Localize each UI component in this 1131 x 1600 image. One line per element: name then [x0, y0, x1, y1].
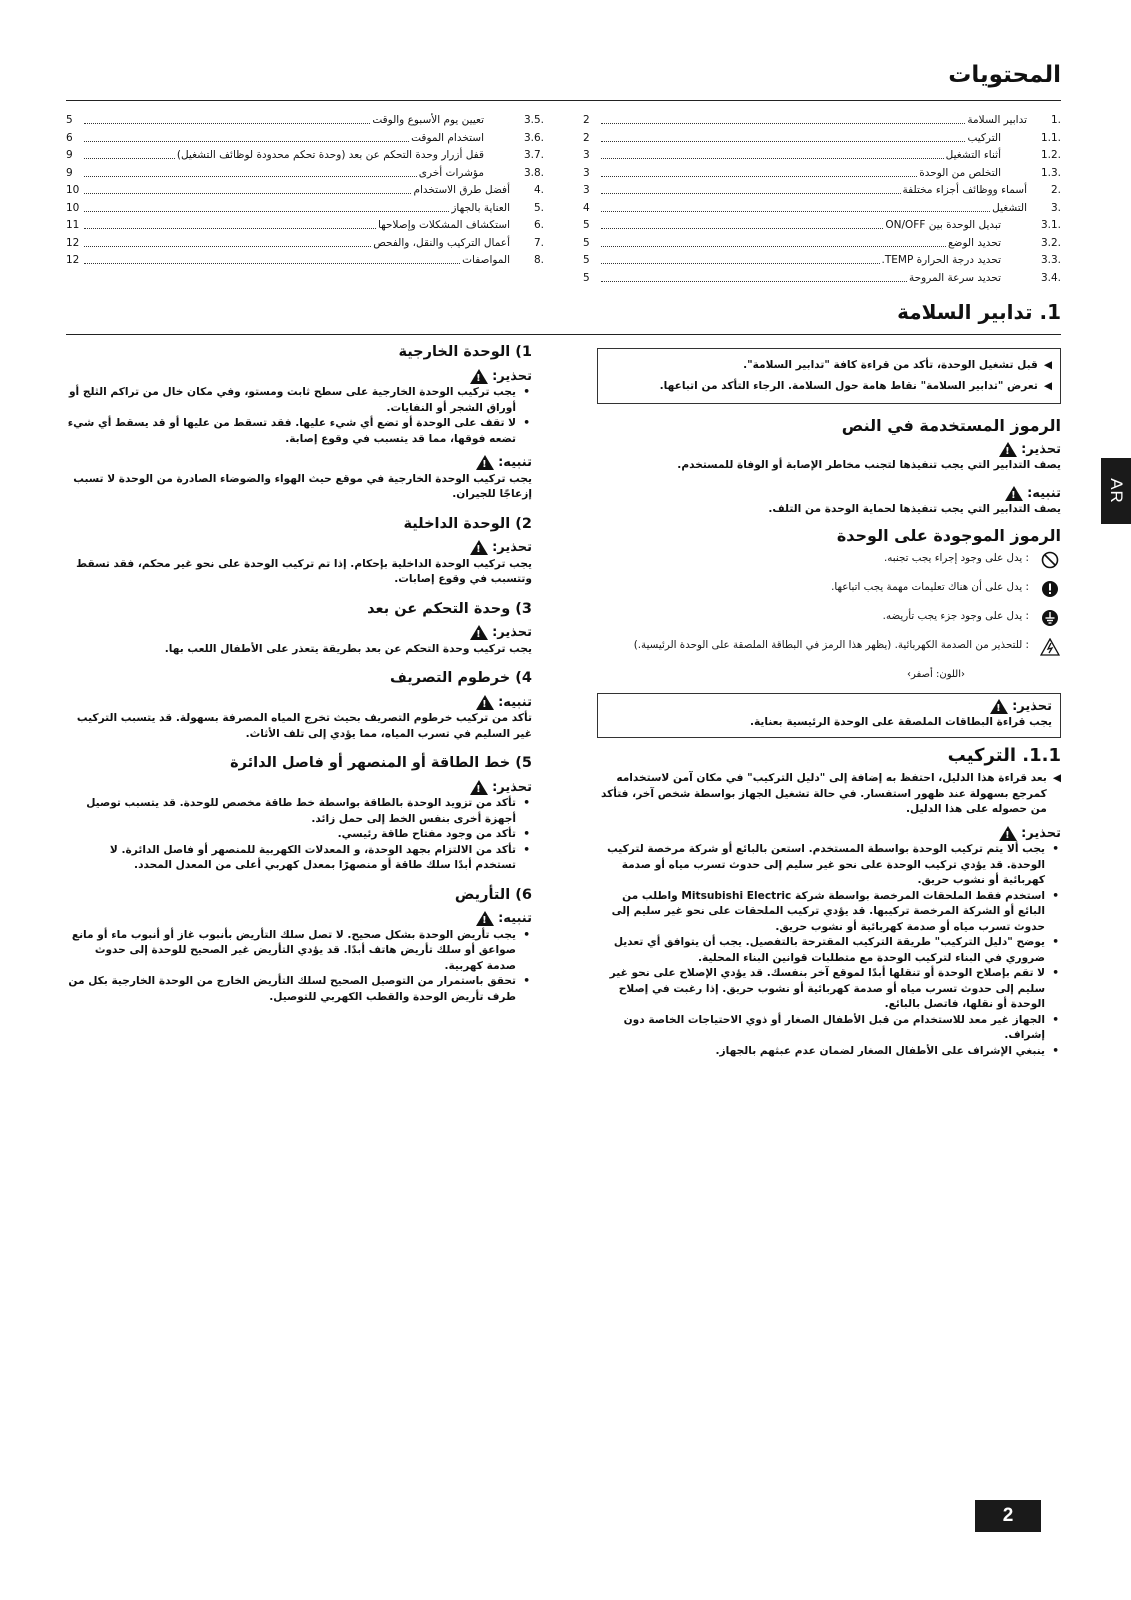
list-item: • يوضح "دليل التركيب" طريقة التركيب المقترحة بالتفصيل. يجب أن يتوافق أي تعديل ضروري في البناء لتركيب الوحدة مع متطلبات قوانين البناء المحلية.: [597, 935, 1045, 966]
warning-triangle-icon: [999, 826, 1017, 841]
symbol-row: [597, 580, 1061, 602]
warning-label: تحذير: !: [606, 699, 1052, 715]
toc-entry-page: 12: [66, 254, 80, 266]
toc-entry[interactable]: [583, 217, 1061, 235]
indoor-heading: 2) الوحدة الداخلية: [403, 515, 532, 532]
toc-entry-title: تحديد سرعة المروحة: [909, 271, 1001, 284]
toc-entry-page: 2: [583, 114, 590, 126]
toc-entry-number: 1.2.: [1040, 149, 1061, 161]
warning-triangle-icon: [470, 625, 488, 640]
list-item: • استخدم فقط الملحقات المرخصة بواسطة شركة Mitsubishi Electric واطلب من البائع أو الشركة المرخصة تركيبها. قد يؤدي تركيب الملحقات على نحو غير سليم إلى حدوث تسرب مياه أو صدمة كهربائية أو نشوب حريق.: [597, 889, 1045, 936]
toc-entry-title: المواصفات: [462, 254, 510, 266]
toc-entry-page: 9: [66, 149, 73, 161]
electric-shock-icon: [1039, 638, 1061, 660]
list-item: • لا تقم بإصلاح الوحدة أو تنقلها أبدًا لموقع آخر بنفسك. قد يؤدي الإصلاح على نحو غير سليم إلى حدوث تسرب مياه أو صدمة كهربائية أو نشوب حريق. إذا رغبت في إصلاح الوحدة أو نقلها، فاتصل بالبائع.: [597, 966, 1045, 1013]
toc-leader-dots: [84, 217, 376, 229]
toc-entry-number: 6.: [533, 219, 544, 231]
toc-entry-number: 5.: [533, 201, 544, 214]
toc-entry-number: 3.3.: [1040, 254, 1061, 266]
toc-entry-title: أفضل طرق الاستخدام: [413, 184, 510, 196]
toc-entry-title: التشغيل: [992, 201, 1027, 214]
toc-entry-page: 4: [583, 201, 590, 214]
remote-heading: 3) وحدة التحكم عن بعد: [367, 600, 532, 617]
toc-entry[interactable]: [66, 130, 544, 148]
toc-leader-dots: [601, 112, 965, 124]
toc-entry-title: مؤشرات أخرى: [418, 166, 484, 179]
toc-leader-dots: [84, 235, 371, 247]
page-title: المحتويات: [948, 62, 1061, 88]
toc-entry-number: 7.: [533, 236, 544, 249]
toc-entry-page: 5: [583, 271, 590, 284]
toc-entry-title: تدابير السلامة: [967, 114, 1027, 126]
toc-leader-dots: [84, 147, 175, 159]
symbols-text-heading: الرموز المستخدمة في النص: [841, 416, 1061, 435]
notice-line: ◀ قبل تشغيل الوحدة، تأكد من قراءة كافة "تدابير السلامة".: [606, 355, 1052, 376]
section-rule: [66, 334, 1061, 335]
toc-entry-number: 8.: [533, 254, 544, 266]
toc-leader-dots: [84, 252, 460, 264]
ground-icon: [1039, 609, 1061, 631]
remote-warning: يجب تركيب وحدة التحكم عن بعد بطريقة يتعذر على الأطفال اللعب بها.: [164, 642, 532, 655]
toc-entry[interactable]: [583, 252, 1061, 270]
toc-entry[interactable]: [583, 147, 1061, 165]
list-item: • يجب تأريض الوحدة بشكل صحيح. لا تصل سلك التأريض بأنبوب غاز أو أنبوب ماء أو مانع صواعق أو سلك تأريض هاتف أبدًا. قد يؤدي التأريض غير الصحيح للوحدة إلى حدوث صدمة كهربية.: [66, 928, 516, 975]
warning-label: تحذير: !: [66, 369, 532, 385]
toc-entry-title: تحديد الوضع: [947, 236, 1001, 249]
arrow-icon: ◀: [1043, 359, 1052, 371]
toc-entry-number: 3.4.: [1040, 271, 1061, 284]
caution-triangle-icon: [476, 455, 494, 470]
outdoor-caution: يجب تركيب الوحدة الخارجية في موقع حيث الهواء والضوضاء الصادرة من الوحدة لا تسبب إزعاجًا للجيران.: [73, 472, 532, 500]
toc-entry-number: 2.: [1050, 184, 1061, 196]
power-warning-list: [66, 796, 532, 874]
toc-entry-number: 4.: [533, 184, 544, 196]
warning-triangle-icon: [470, 540, 488, 555]
toc-entry-number: 3.5.: [523, 114, 544, 126]
warning-label: تحذير: !: [597, 442, 1061, 458]
warning-label: تحذير: !: [66, 625, 532, 641]
power-heading: 5) خط الطاقة أو المنصهر أو فاصل الدائرة: [230, 755, 532, 771]
drain-heading: 4) خرطوم التصريف: [389, 670, 532, 686]
toc-leader-dots: [601, 235, 946, 247]
toc-entry[interactable]: [583, 182, 1061, 200]
symbols-unit-heading: الرموز الموجودة على الوحدة: [836, 525, 1061, 545]
toc-entry-title: العناية بالجهاز: [451, 201, 510, 214]
toc-entry-page: 3: [583, 149, 590, 161]
toc-leader-dots: [601, 217, 883, 229]
toc-entry[interactable]: [583, 112, 1061, 130]
warning-label: تحذير: !: [66, 780, 532, 796]
toc-entry-title: التخلص من الوحدة: [919, 166, 1001, 179]
right-column: [597, 348, 1061, 1059]
toc-entry-page: 5: [66, 114, 73, 126]
symbol-row: [597, 638, 1061, 660]
list-item: • الجهاز غير معد للاستخدام من قبل الأطفال الصغار أو ذوي الاحتياجات الخاصة دون إشراف.: [597, 1013, 1045, 1044]
toc-entry[interactable]: [583, 130, 1061, 148]
warning-label: تحذير: !: [66, 540, 532, 556]
toc-leader-dots: [601, 165, 917, 177]
label-warning-text: يجب قراءة البطاقات الملصقة على الوحدة الرئيسية بعناية.: [749, 716, 1052, 728]
ground-heading: 6) التأريض: [454, 886, 532, 903]
symbol-description: : يدل على وجود جزء يجب تأريضه.: [882, 610, 1029, 622]
list-item: • ينبغي الإشراف على الأطفال الصغار لضمان عدم عبثهم بالجهاز.: [597, 1044, 1045, 1060]
toc-entry-page: 3: [583, 184, 590, 196]
safety-notice-box: [597, 348, 1061, 404]
toc-entry-number: 1.1.: [1040, 131, 1061, 144]
toc-entry-page: 12: [66, 236, 80, 249]
toc-leader-dots: [84, 200, 449, 212]
toc-left-column: [66, 112, 544, 270]
caution-description: يصف التدابير التي يجب تنفيذها لحماية الوحدة من التلف.: [768, 503, 1061, 515]
toc-entry-title: التركيب: [967, 131, 1001, 144]
toc-leader-dots: [601, 147, 944, 159]
toc-entry-title: أثناء التشغيل: [945, 149, 1001, 161]
toc-entry[interactable]: [66, 112, 544, 130]
toc-entry[interactable]: [583, 165, 1061, 183]
mandatory-icon: [1039, 580, 1061, 602]
install-heading: 1.1. التركيب: [947, 744, 1061, 766]
toc-leader-dots: [601, 130, 965, 142]
arrow-icon: ◀: [1052, 772, 1061, 784]
indoor-warning: يجب تركيب الوحدة الداخلية بإحكام. إذا تم تركيب الوحدة على نحو غير محكم، فقد تسقط وتتسبب في وقوع إصابات.: [76, 557, 532, 585]
toc-entry-page: 11: [66, 219, 80, 231]
toc-entry-title: تعيين يوم الأسبوع والوقت: [372, 114, 484, 126]
warning-label: تحذير: !: [597, 826, 1061, 842]
list-item: • يجب تركيب الوحدة الخارجية على سطح ثابت ومستو، وفي مكان خال من تراكم الثلج أو أوراق الشجر أو النفايات.: [66, 385, 516, 416]
toc-entry-number: 3.6.: [523, 131, 544, 144]
list-item: • تحقق باستمرار من التوصيل الصحيح لسلك التأريض الخارج من الوحدة الخارجية بكل من طرف تأريض الوحدة والقطب الكهربي للتوصيل.: [66, 974, 516, 1005]
label-warning-box: [597, 693, 1061, 738]
outdoor-warning-list: [66, 385, 532, 447]
toc-entry-page: 5: [583, 236, 590, 249]
toc-entry-page: 5: [583, 254, 590, 266]
ground-caution-list: [66, 928, 532, 1006]
toc-entry-number: 1.: [1050, 114, 1061, 126]
symbol-description: : للتحذير من الصدمة الكهربائية. (يظهر هذا الرمز في البطاقة الملصقة على الوحدة الرئيسية.): [633, 639, 1029, 651]
toc-leader-dots: [84, 112, 370, 124]
caution-triangle-icon: [1005, 486, 1023, 501]
arrow-icon: ◀: [1043, 380, 1052, 392]
language-tab: AR: [1101, 458, 1131, 524]
toc-entry-number: 3.2.: [1040, 236, 1061, 249]
caution-triangle-icon: [476, 911, 494, 926]
toc-entry-number: 3.1.: [1040, 219, 1061, 231]
toc-leader-dots: [601, 252, 880, 264]
caution-label: تنبيه: !: [66, 455, 532, 471]
list-item: • يجب ألا يتم تركيب الوحدة بواسطة المستخدم. استعن بالبائع أو شركة مرخصة لتركيب الوحدة. قد يؤدي تركيب الوحدة على نحو غير سليم إلى حدوث تسرب مياه أو صدمة كهربائية أو نشوب حريق.: [597, 842, 1045, 889]
toc-entry-title: استخدام الموقت: [411, 131, 484, 144]
caution-label: تنبيه: !: [66, 911, 532, 927]
color-note: ‹اللون: أصفر›: [906, 669, 965, 680]
symbol-row: [597, 609, 1061, 631]
page-number: 2: [975, 1500, 1041, 1532]
list-item: • تأكد من الالتزام بجهد الوحدة، و المعدلات الكهربية للمنصهر أو فاصل الدائرة. لا تستخدم أبدًا سلك طاقة أو منصهرًا بمعدل كهربي أعلى من المعدل المحدد.: [66, 843, 516, 874]
toc-entry[interactable]: [66, 235, 544, 253]
toc-leader-dots: [601, 270, 907, 282]
toc-leader-dots: [84, 130, 409, 142]
toc-entry[interactable]: [66, 217, 544, 235]
warning-triangle-icon: [470, 780, 488, 795]
toc-entry-title: استكشاف المشكلات وإصلاحها: [377, 219, 510, 231]
toc-leader-dots: [84, 182, 411, 194]
left-column: [66, 345, 532, 1005]
section-title: 1. تدابير السلامة: [897, 300, 1061, 324]
warning-triangle-icon: [470, 369, 488, 384]
toc-entry-number: 3.8.: [523, 166, 544, 179]
toc-entry[interactable]: [583, 200, 1061, 218]
symbols-list: [597, 551, 1061, 660]
toc-entry[interactable]: [66, 252, 544, 270]
toc-entry-page: 10: [66, 184, 80, 196]
toc-entry-title: تبديل الوحدة بين ON/OFF: [885, 219, 1001, 231]
caution-label: تنبيه: !: [66, 695, 532, 711]
toc-entry-title: أعمال التركيب والنقل، والفحص: [373, 236, 510, 249]
list-item: • تأكد من تزويد الوحدة بالطاقة بواسطة خط طاقة مخصص للوحدة. قد يتسبب توصيل أجهزة أخرى بنفس الخط إلى حمل زائد.: [66, 796, 516, 827]
toc-entry-number: 1.3.: [1040, 166, 1061, 179]
toc-entry-title: أسماء ووظائف أجزاء مختلفة: [902, 184, 1027, 196]
caution-triangle-icon: [476, 695, 494, 710]
toc-entry[interactable]: [583, 270, 1061, 288]
toc-leader-dots: [601, 200, 990, 212]
toc-entry-page: 2: [583, 131, 590, 144]
toc-entry[interactable]: [583, 235, 1061, 253]
symbol-row: [597, 551, 1061, 573]
toc-entry-page: 6: [66, 131, 73, 144]
toc-entry-number: 3.: [1050, 201, 1061, 214]
toc-entry-title: قفل أزرار وحدة التحكم عن بعد (وحدة تحكم محدودة لوظائف التشغيل): [176, 149, 484, 161]
toc-entry[interactable]: [66, 182, 544, 200]
symbol-description: : يدل على أن هناك تعليمات مهمة يجب اتباعها.: [831, 581, 1029, 593]
list-item: • لا تقف على الوحدة أو تضع أي شيء عليها. فقد تسقط من عليها أو قد يسقط أي شيء تضعه فوقها، مما قد يتسبب في وقوع إصابة.: [66, 416, 516, 447]
drain-caution: تأكد من تركيب خرطوم التصريف بحيث تخرج المياه المصرفة بسهولة. قد يتسبب التركيب غير السليم في تسرب المياه، مما يؤدي إلى تلف الأثاث.: [76, 712, 532, 740]
toc-entry-page: 3: [583, 166, 590, 179]
outdoor-heading: 1) الوحدة الخارجية: [398, 344, 532, 360]
toc-entry[interactable]: [66, 200, 544, 218]
symbol-description: : يدل على وجود إجراء يجب تجنبه.: [884, 552, 1029, 564]
caution-label: تنبيه: !: [597, 486, 1061, 502]
toc-entry-page: 9: [66, 166, 73, 179]
toc-entry-number: 3.7.: [523, 149, 544, 161]
install-intro: ◀ بعد قراءة هذا الدليل، احتفظ به إضافة إلى "دليل التركيب" في مكان آمن لاستخدامه كمرجع بسهولة عند ظهور استفسار. في حالة تشغيل الجهاز بواسطة شخص آخر، فتأكد من حصوله على هذا الدليل.: [597, 771, 1061, 818]
toc-entry[interactable]: [66, 165, 544, 183]
install-warning-list: [597, 842, 1061, 1059]
warning-triangle-icon: [999, 442, 1017, 457]
warning-triangle-icon: [990, 699, 1008, 714]
warning-description: يصف التدابير التي يجب تنفيذها لتجنب مخاطر الإصابة أو الوفاة للمستخدم.: [677, 459, 1061, 471]
prohibited-icon: [1039, 551, 1061, 573]
toc-right-column: [583, 112, 1061, 287]
toc-leader-dots: [601, 182, 901, 194]
toc-leader-dots: [84, 165, 417, 177]
notice-line: ◀ تعرض "تدابير السلامة" نقاط هامة حول السلامة. الرجاء التأكد من اتباعها.: [606, 376, 1052, 397]
list-item: • تأكد من وجود مفتاح طاقة رئيسي.: [66, 827, 516, 843]
title-rule: [66, 100, 1061, 101]
toc-entry-page: 10: [66, 201, 80, 214]
toc-entry-page: 5: [583, 219, 590, 231]
toc-entry[interactable]: [66, 147, 544, 165]
toc-entry-title: تحديد درجة الحرارة TEMP.: [881, 254, 1001, 266]
